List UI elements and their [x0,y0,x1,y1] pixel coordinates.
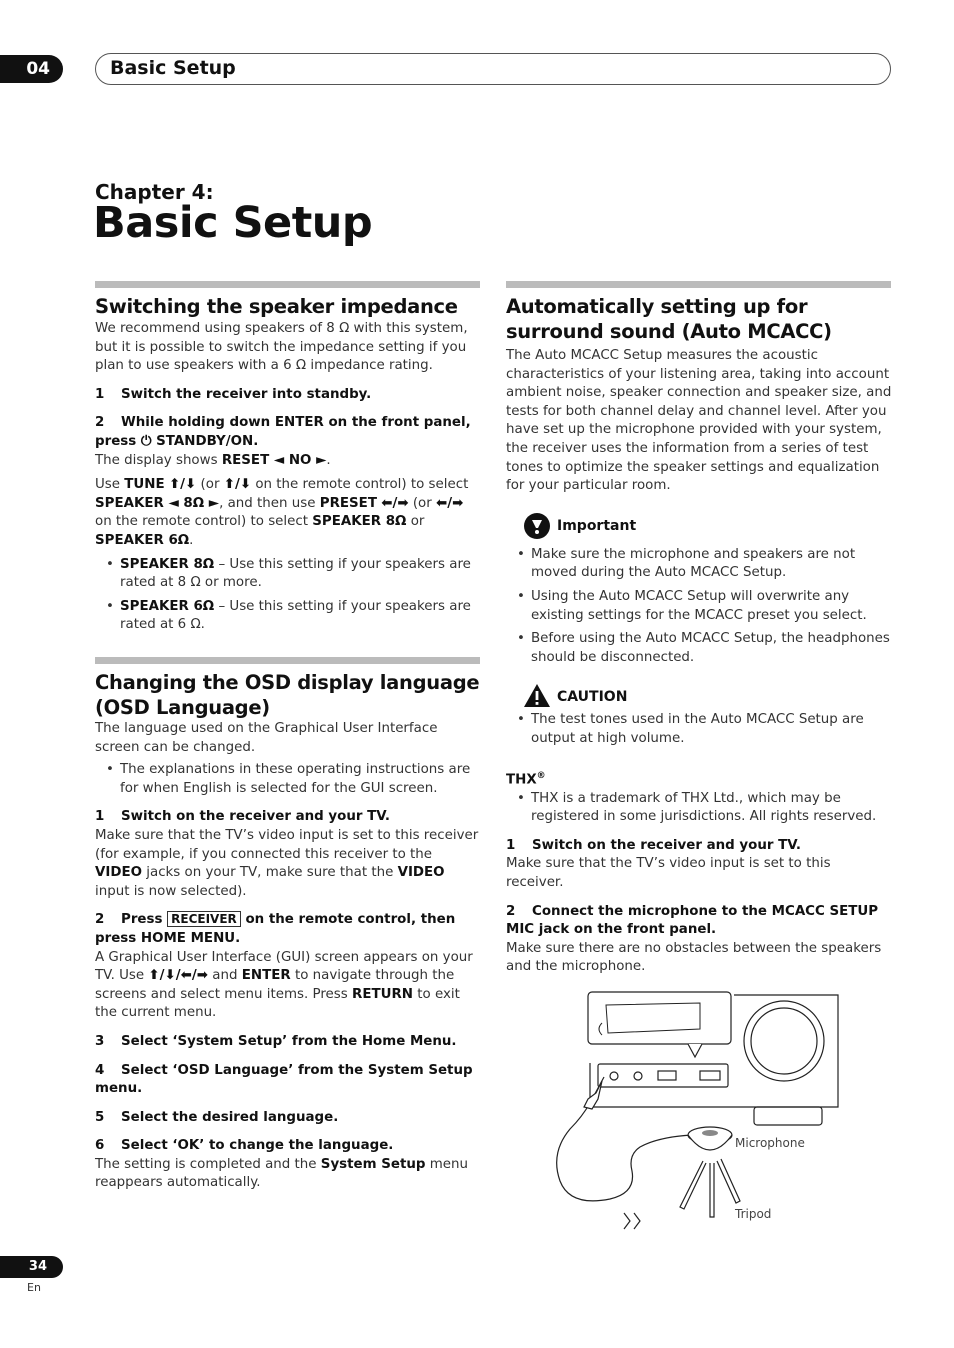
text: on the remote control) to select [255,477,469,493]
step-number: 2 [95,912,105,928]
display-value: RESET ◄ NO ► [221,452,327,468]
osd-step-6 [95,1137,481,1156]
osd-step-2-text [95,949,481,1023]
chapter-title: Basic Setup [93,198,373,248]
text: (or [200,477,220,493]
text: to navigate through the screens and select menu items. Press [95,968,455,1002]
thx-label: THX [506,771,537,787]
list-item: • Before using the Auto MCACC Setup, the headphones should be disconnected. [506,630,892,667]
impedance-heading: Switching the speaker impedance [95,295,458,318]
osd-step-5 [95,1109,481,1128]
bullet-term: SPEAKER 8Ω [120,556,215,572]
arrow-up-down-icon: ⬆/⬇ [223,477,252,493]
step-text: Select ‘OK’ to change the language. [121,1138,394,1154]
text: , and then use [219,495,316,511]
list-item [95,598,481,635]
bullet-text: – Use this setting if your speakers are rated at 8 Ω or more. [120,556,471,591]
text: input is now selected). [95,883,247,899]
video-label: VIDEO [95,865,142,881]
step-text: Switch on the receiver and your TV. [532,837,801,853]
caution-heading [506,683,892,709]
osd-heading: Changing the OSD display language (OSD Language) [95,671,480,719]
speaker-options-list [95,556,481,635]
mcacc-step-1-text: Make sure that the TV’s video input is set to this receiver. [506,856,831,890]
page-number: 34 [0,1256,63,1278]
impedance-instructions: Use TUNE ⬆/⬇ (or ⬆/⬇ on the remote control) to select SPEAKER ◄ 8Ω ►, and then use PRESET ⬅/➡ (or ⬅/➡ on the remote control) to select SPEAKER 8Ω or SPEAKER 6Ω. [95,477,469,548]
tripod [680,1159,740,1217]
text: The setting is completed and the [95,1156,317,1172]
osd-step-3 [95,1033,481,1052]
text: and [212,968,238,984]
system-setup-label: System Setup [320,1156,426,1172]
important-heading [506,512,892,540]
speaker-6-label: SPEAKER 6Ω [95,532,190,548]
tripod-label: Tripod [735,1207,772,1221]
step-text: Press [121,912,163,928]
impedance-step-1 [95,386,481,405]
impedance-section [95,294,481,635]
arrow-left-right-icon: ⬅/➡ [436,495,464,511]
list-item: • Using the Auto MCACC Setup will overwrite any existing settings for the MCACC preset you select. [506,588,892,625]
mcacc-heading: Automatically setting up for surround sound (Auto MCACC) [506,295,832,343]
display-text: The display shows [95,452,218,468]
tune-label: TUNE [124,477,165,493]
language-code: En [27,1281,41,1294]
mcacc-intro: The Auto MCACC Setup measures the acoustic characteristics of your listening area, taking into account ambient noise, speaker connection and speaker size, and tests for both channel delay and channel level. After you have set up the microphone provided with your system, the receiver uses the information from a series of test tones to optimize the speaker settings and equalization for your particular room. [506,348,892,494]
video-label: VIDEO [397,865,445,881]
step-number: 1 [506,837,516,853]
impedance-step-2 [95,414,481,451]
step-number: 2 [95,415,105,431]
osd-step-6-text [95,1156,481,1193]
mcacc-step-2 [506,903,892,940]
mcacc-section [506,294,892,977]
bullet-text: – Use this setting if your speakers are rated at 6 Ω. [120,598,471,633]
text: jacks on your TV, make sure that the [146,865,394,881]
display-line: The display shows RESET ◄ NO ►. [95,452,331,468]
caution-label: CAUTION [557,689,628,706]
impedance-intro: We recommend using speakers of 8 Ω with this system, but it is possible to switch the impedance setting if you plan to use speakers with a 6 Ω impedance rating. [95,321,468,374]
important-label: Important [557,517,637,534]
text: A Graphical User Interface (GUI) screen appears on your TV. Use [95,949,473,984]
text: Use [95,477,121,493]
receiver-key-icon: RECEIVER [167,911,241,927]
mcacc-step-2-text: Make sure there are no obstacles between the speakers and the microphone. [506,940,882,975]
step-text: STANDBY/ON. [156,433,259,449]
step-number: 4 [95,1062,105,1078]
arrow-left-right-icon: ⬅/➡ [381,495,409,511]
step-text: Select ‘OSD Language’ from the System Setup menu. [95,1062,473,1097]
important-icon [523,512,551,540]
text: (or [412,495,432,511]
callout-box [588,992,731,1044]
list-item: • The explanations in these operating instructions are for when English is selected for the GUI screen. [95,761,481,798]
step-text: While holding down ENTER on the front panel, press [95,415,471,449]
preset-label: PRESET [319,495,377,511]
power-icon: ⏻ [140,433,152,449]
microphone-cable [557,1077,708,1201]
osd-step-2 [95,911,481,948]
step-text: Switch the receiver into standby. [121,386,372,402]
list-item: • THX is a trademark of THX Ltd., which may be registered in some jurisdictions. All rights reserved. [506,790,892,827]
text: to exit the current menu. [95,986,460,1021]
osd-section [95,670,481,1193]
list-item: • Make sure the microphone and speakers are not moved during the Auto MCACC Setup. [506,546,892,583]
enter-label: ENTER [241,968,291,984]
running-header [95,53,891,85]
microphone-label: Microphone [735,1136,805,1150]
chapter-label: Chapter 4: [95,180,214,204]
osd-step-1 [95,808,481,827]
step-number: 2 [506,903,516,919]
important-list [506,546,892,668]
section-rule [95,281,480,288]
text: or [410,514,425,530]
osd-step-4 [95,1062,481,1099]
step-number: 1 [95,386,105,402]
step-text: Connect the microphone to the MCACC SETUP MIC jack on the front panel. [506,903,879,938]
running-header-title: Basic Setup [110,57,236,79]
bullet-term: SPEAKER 6Ω [120,598,215,614]
speaker-select-label: SPEAKER ◄ 8Ω ► [95,495,220,511]
step-text: Select ‘System Setup’ from the Home Menu. [121,1033,457,1049]
thx-list [506,790,892,827]
step-text: on the remote control, then press HOME MENU. [95,912,456,946]
step-number: 6 [95,1138,105,1154]
osd-step-1-text [95,827,481,901]
osd-intro: The language used on the Graphical User Interface screen can be changed. [95,721,438,755]
list-item [95,556,481,593]
step-number: 1 [95,809,105,825]
section-rule [506,281,891,288]
thx-heading [506,767,892,790]
text: menu reappears automatically. [95,1156,469,1191]
microphone-connection-figure [540,985,850,1235]
osd-note-list [95,761,481,798]
text: Make sure that the TV’s video input is set to this receiver (for example, if you connected this receiver to the [95,827,479,862]
mcacc-step-1 [506,837,892,856]
speaker-8-label: SPEAKER 8Ω [312,514,407,530]
caution-list [506,711,892,748]
return-label: RETURN [352,986,413,1002]
registered-mark: ® [536,770,546,781]
step-text: Select the desired language. [121,1109,339,1125]
step-number: 5 [95,1109,105,1125]
volume-knob [744,1001,824,1081]
step-number: 3 [95,1033,105,1049]
step-text: Switch on the receiver and your TV. [121,809,390,825]
warning-icon [523,683,551,708]
section-rule [95,657,480,664]
text: on the remote control) to select [95,514,308,530]
chapter-number-tab: 04 [0,55,63,83]
list-item: • The test tones used in the Auto MCACC Setup are output at high volume. [506,711,892,748]
arrow-up-down-icon: ⬆/⬇ [168,477,197,493]
arrow-keys-icon: ⬆/⬇/⬅/➡ [148,968,208,984]
